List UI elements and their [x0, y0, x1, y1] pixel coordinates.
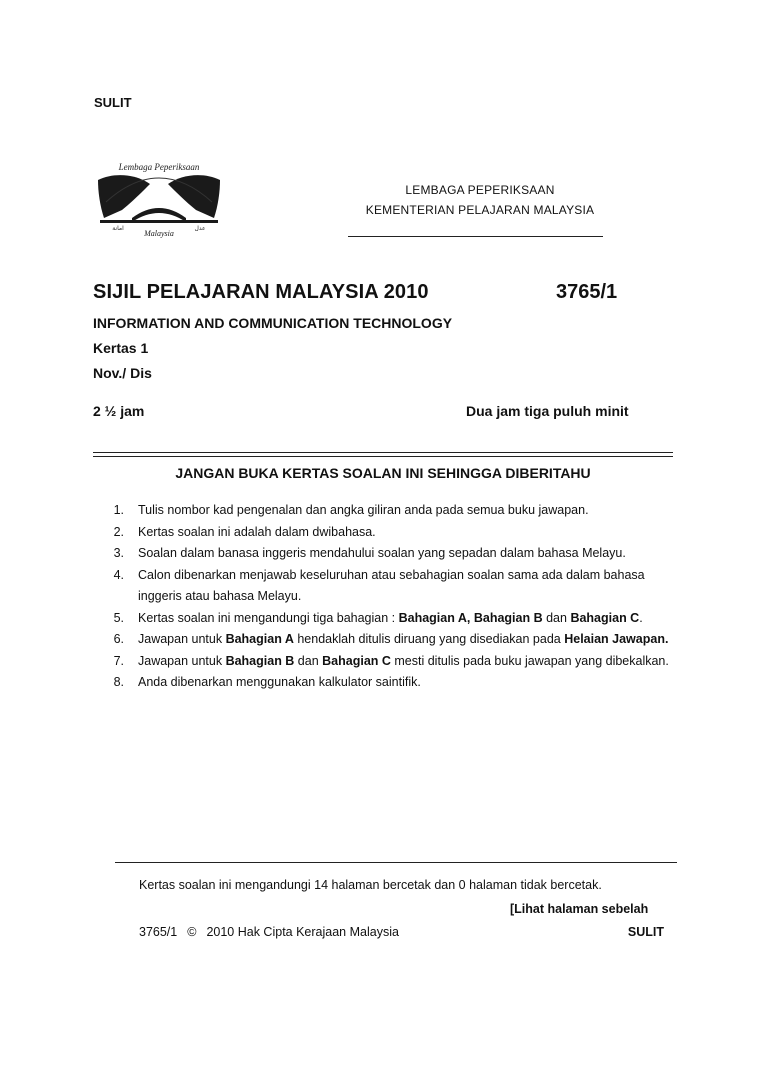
- instruction-emphasis: Bahagian B: [225, 653, 295, 668]
- page-count-note: Kertas soalan ini mengandungi 14 halaman bercetak dan 0 halaman tidak bercetak.: [139, 878, 602, 892]
- instruction-text: Kertas soalan ini mengandungi tiga bahagian :: [138, 610, 399, 625]
- instruction-text: dan: [542, 610, 571, 625]
- copyright-text: 2010 Hak Cipta Kerajaan Malaysia: [206, 925, 399, 939]
- classification-label-bottom: SULIT: [627, 925, 664, 939]
- logo-wing-right: [168, 175, 220, 218]
- duration-long: Dua jam tiga puluh minit: [466, 403, 629, 419]
- divider-thick: [93, 456, 673, 457]
- exam-title: SIJIL PELAJARAN MALAYSIA 2010: [93, 281, 429, 303]
- instruction-item: [104, 629, 679, 651]
- board-line-1: LEMBAGA PEPERIKSAAN: [405, 183, 555, 197]
- board-line-2: KEMENTERIAN PELAJARAN MALAYSIA: [365, 203, 595, 217]
- instruction-emphasis: Helaian Jawapan.: [564, 632, 669, 646]
- instruction-emphasis: Bahagian A, Bahagian B: [398, 610, 543, 625]
- classification-label-top: SULIT: [94, 95, 132, 110]
- instruction-number: 5.: [113, 610, 124, 625]
- paper-code: 3765/1: [556, 281, 618, 303]
- exam-board-name: [330, 180, 630, 220]
- instruction-emphasis: Bahagian C: [322, 653, 391, 668]
- instruction-text: hendaklah ditulis diruang yang disediakan pada: [293, 632, 565, 646]
- instruction-item: [104, 500, 679, 522]
- copyright-symbol: ©: [187, 925, 197, 939]
- instruction-item: [104, 565, 679, 608]
- instruction-item: [104, 608, 679, 630]
- instruction-text: .: [639, 610, 643, 625]
- instruction-number: 8.: [113, 675, 124, 689]
- logo-script-left: امانة: [112, 225, 124, 232]
- logo-script-right: عدل: [194, 225, 206, 232]
- board-underline: [348, 236, 603, 237]
- logo-book: [132, 208, 186, 222]
- instruction-item: [104, 522, 679, 544]
- paper-number: Kertas 1: [93, 340, 149, 356]
- instruction-emphasis: Bahagian C: [570, 610, 640, 625]
- next-page-note: [Lihat halaman sebelah: [510, 902, 649, 916]
- instruction-number: 3.: [113, 546, 124, 560]
- instruction-text: Calon dibenarkan menjawab keseluruhan atau sebahagian soalan sama ada dalam bahasa inggeris atau bahasa Melayu.: [138, 567, 645, 603]
- logo-arc-text: Lembaga Peperiksaan: [118, 162, 200, 172]
- instruction-number: 7.: [113, 653, 124, 668]
- footer-paper-code: 3765/1: [139, 925, 178, 939]
- instruction-text: mesti ditulis pada buku jawapan yang dibekalkan.: [390, 653, 669, 668]
- instruction-number: 1.: [113, 503, 124, 517]
- instructions-list: [104, 500, 679, 694]
- instruction-item: [104, 672, 679, 694]
- divider-thin: [93, 452, 673, 453]
- instruction-emphasis: Bahagian A: [225, 632, 294, 646]
- instruction-text: Anda dibenarkan menggunakan kalkulator saintifik.: [138, 675, 421, 689]
- instruction-text: Kertas soalan ini adalah dalam dwibahasa.: [138, 524, 376, 539]
- instruction-text: Tulis nombor kad pengenalan dan angka giliran anda pada semua buku jawapan.: [138, 503, 589, 517]
- logo-base: [100, 220, 218, 223]
- exam-board-logo: [92, 158, 226, 242]
- instruction-item: [104, 543, 679, 565]
- instruction-item: [104, 651, 679, 673]
- footer-line: [139, 925, 664, 939]
- do-not-open-warning: JANGAN BUKA KERTAS SOALAN INI SEHINGGA DIBERITAHU: [175, 465, 591, 481]
- instruction-text: Soalan dalam banasa inggeris mendahului soalan yang sepadan dalam bahasa Melayu.: [138, 546, 626, 560]
- exam-session: Nov./ Dis: [93, 365, 152, 381]
- instruction-number: 2.: [113, 524, 124, 539]
- instruction-number: 6.: [113, 632, 124, 646]
- duration-short: 2 ½ jam: [93, 403, 145, 419]
- instruction-text: Jawapan untuk: [138, 632, 226, 646]
- footer-divider: [115, 862, 677, 863]
- instruction-text: dan: [294, 653, 323, 668]
- subject-name: INFORMATION AND COMMUNICATION TECHNOLOGY: [93, 315, 453, 331]
- logo-wing-left: [98, 175, 150, 218]
- logo-bottom-text: Malaysia: [144, 229, 174, 238]
- instruction-text: Jawapan untuk: [138, 653, 226, 668]
- instruction-number: 4.: [113, 567, 124, 582]
